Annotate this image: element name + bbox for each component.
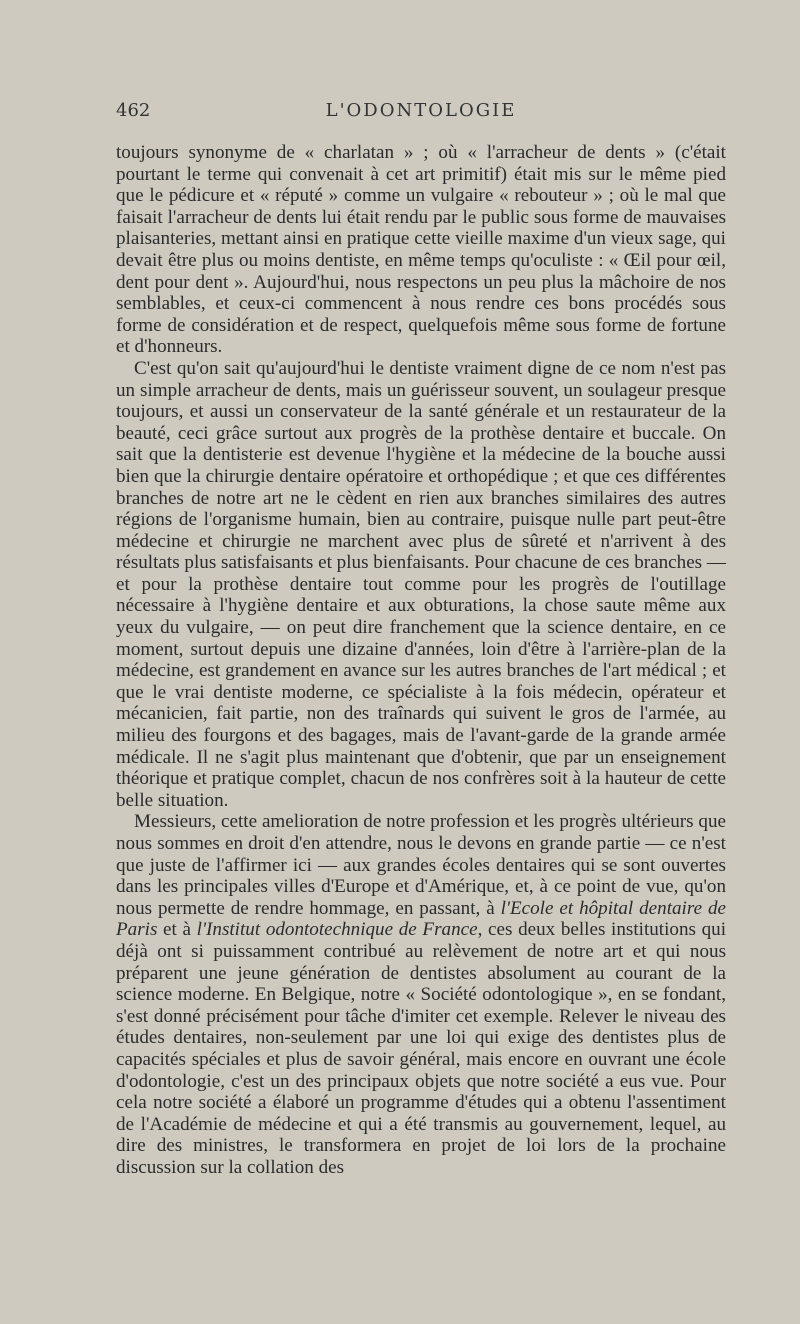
body-text — [116, 142, 726, 1179]
page-number: 462 — [116, 100, 151, 121]
page-header — [116, 100, 726, 126]
paragraph-3-text-middle: et à — [157, 919, 197, 941]
paragraph-1: toujours synonyme de « charlatan » ; où « l'arracheur de dents » (c'était pourtant le terme qui convenait à cet art primitif) était mis sur le même pied que le pédicure et « réputé » comme un vulgaire « rebouteur » ; où le mal que faisait l'arracheur de dents lui était rendu par le public sous forme de mauvaises plaisanteries, mettant ainsi en pratique cette vieille maxime d'un vieux sage, qui devait être plus ou moins dentiste, en même temps qu'oculiste : « Œil pour œil, dent pour dent ». Aujourd'hui, nous respectons un peu plus la mâchoire de nos semblables, et ceux-ci commencent à nous rendre ces bons procédés sous forme de considération et de respect, quelquefois même sous forme de fortune et d'honneurs. — [116, 142, 726, 358]
paragraph-3-text-after: , ces deux belles institutions qui déjà ont si puissamment contribué au relèvement de notre art et qui nous préparent une jeune génération de dentistes absolument au courant de la science moderne. En Belgique, notre « Société odontologique », en se fondant, s'est donné précisément pour tâche d'imiter cet exemple. Relever le niveau des études dentaires, non-seulement par une loi qui exige des dentistes plus de capacités spéciales et plus de savoir général, mais encore en ouvrant une école d'odontologie, c'est un des principaux objets que notre société a eus vue. Pour cela notre société a élaboré un programme d'études qui a obtenu l'assentiment de l'Académie de médecine et qui a été transmis au gouvernement, lequel, au dire des ministres, le transformera en projet de loi lors de la prochaine discussion sur la collation des — [116, 919, 727, 1178]
paragraph-2: C'est qu'on sait qu'aujourd'hui le dentiste vraiment digne de ce nom n'est pas un simple arracheur de dents, mais un guérisseur souvent, un soulageur presque toujours, et aussi un conservateur de la santé générale et un restaurateur de la beauté, ceci grâce surtout aux progrès de la prothèse dentaire et buccale. On sait que la dentisterie est devenue l'hygiène et la médecine de la bouche aussi bien que la chirurgie dentaire opératoire et orthopédique ; et que ces différentes branches de notre art ne le cèdent en rien aux branches similaires des autres régions de l'organisme humain, bien au contraire, puisque nulle part peut-être médecine et chirurgie ne marchent avec plus de sûreté et n'arrivent à des résultats plus satisfaisants et plus bienfaisants. Pour chacune de ces branches — et pour la prothèse dentaire tout comme pour les progrès de l'outillage nécessaire à l'hygiène dentaire et aux obturations, la chose saute même aux yeux du vulgaire, — on peut dire franchement que la science dentaire, en ce moment, surtout depuis une dizaine d'années, loin d'être à l'arrière-plan de la médecine, est grandement en avance sur les autres branches de l'art médical ; et que le vrai dentiste moderne, ce spécialiste à la fois médecin, opérateur et mécanicien, fait partie, non des traînards qui suivent le gros de l'armée, au milieu des fourgons et des bagages, mais de l'avant-garde de la grande armée médicale. Il ne s'agit plus maintenant que d'obtenir, que par un enseignement théorique et pratique complet, chacun de nos confrères soit à la hauteur de cette belle situation. — [116, 357, 726, 811]
institution-name-france: l'Institut odontotechnique de France — [196, 919, 478, 941]
institution-name-paris: l'Ecole et hôpital dentaire de Paris — [116, 897, 726, 941]
running-head: L'ODONTOLOGIE — [325, 100, 517, 121]
paragraph-3 — [116, 811, 726, 1178]
paragraph-3-text-before: Messieurs, cette amelioration de notre profession et les progrès ultérieurs que nous sommes en droit d'en attendre, nous le devons en grande partie — ce n'est que juste de l'affirmer ici — aux grandes écoles dentaires qui se sont ouvertes dans les principales villes d'Europe et d'Amérique, et, à ce point de vue, qu'on nous permette de rendre hommage, en passant, à — [116, 811, 726, 919]
